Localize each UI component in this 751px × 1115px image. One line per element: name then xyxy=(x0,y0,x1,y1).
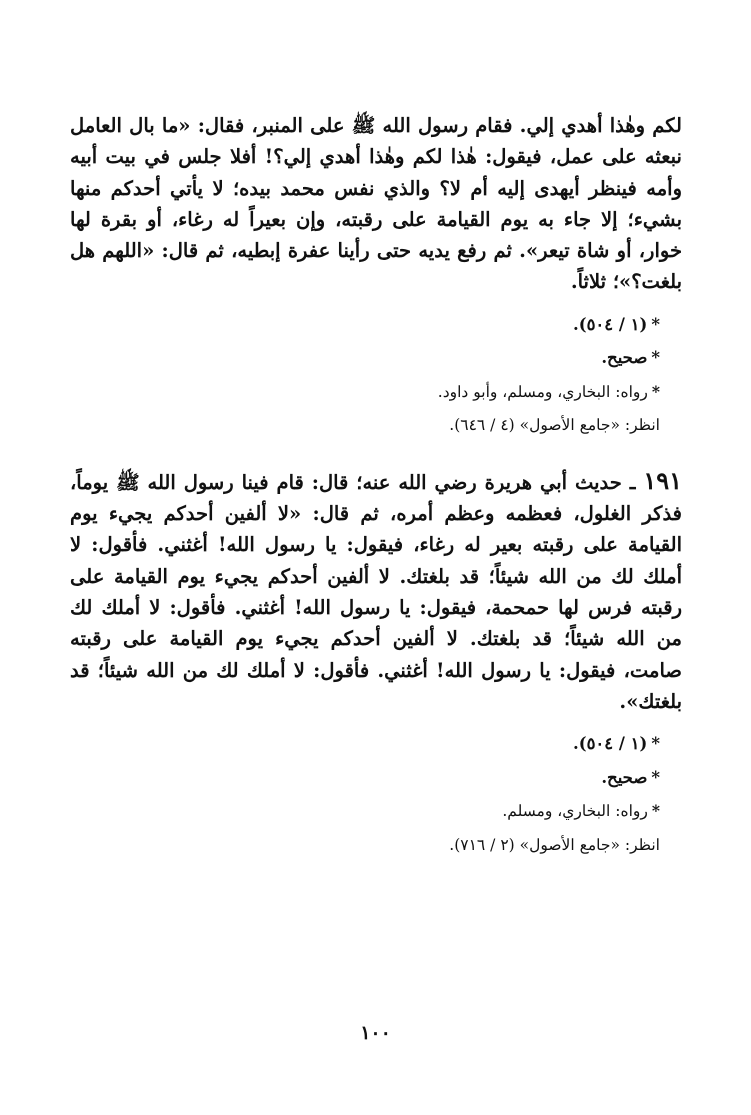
note-see-also: انظر: «جامع الأصول» (٢ / ٧١٦). xyxy=(449,835,660,854)
note-source-ref-text: (١ / ٥٠٤). xyxy=(573,314,648,334)
bullet-star-icon: * xyxy=(651,734,660,754)
page-body xyxy=(70,110,682,862)
bullet-star-icon: * xyxy=(651,801,660,821)
hadith-191 xyxy=(70,465,682,717)
note-source-ref xyxy=(70,308,660,342)
bullet-star-icon: * xyxy=(651,767,660,787)
note-grade-text: صحيح. xyxy=(601,767,648,787)
bullet-star-icon: * xyxy=(651,348,660,368)
hadith-190-continuation: لكم وهٰذا أهدي إلي. فقام رسول الله ﷺ على المنبر، فقال: «ما بال العامل نبعثه على عمل، فيقول: هٰذا لكم وهٰذا أهدي إلي؟! أفلا جلس في بيت أبيه وأمه فينظر أيهدى إليه أم لا؟ والذي نفس محمد بيده؛ لا يأتي أحدكم منها بشيء؛ إلا جاء به يوم القيامة على رقبته، وإن بعيراً له رغاء، أو بقرة لها خوار، أو شاة تيعر». ثم رفع يديه حتى رأينا عفرة إبطيه، ثم قال: «اللهم هل بلغت؟»؛ ثلاثاً. xyxy=(70,114,682,294)
bullet-star-icon: * xyxy=(651,314,660,334)
note-narrators xyxy=(70,375,660,410)
note-source-ref-text: (١ / ٥٠٤). xyxy=(573,734,648,754)
note-narrators-text: رواه: البخاري، ومسلم، وأبو داود. xyxy=(437,382,648,401)
note-grade xyxy=(70,341,660,375)
note-narrators-text: رواه: البخاري، ومسلم. xyxy=(502,802,648,821)
note-source-ref xyxy=(70,727,660,761)
hadith-191-text: ـ حديث أبي هريرة رضي الله عنه؛ قال: قام فينا رسول الله ﷺ يوماً، فذكر الغلول، فعظمه وعظم أمره، ثم قال: «لا ألفين أحدكم يجيء يوم القيامة على رقبته بعير له رغاء، فيقول: يا رسول الله! أغثني. فأقول: لا أملك لك من الله شيئاً؛ قد بلغتك. لا ألفين أحدكم يجيء يوم القيامة على رقبته فرس لها حمحمة، فيقول: يا رسول الله! أغثني. فأقول: لا أملك لك من الله شيئاً؛ قد بلغتك. لا ألفين أحدكم يجيء يوم القيامة على رقبته صامت، فيقول: يا رسول الله! أغثني. فأقول: لا أملك لك من الله شيئاً؛ قد بلغتك». xyxy=(70,470,682,713)
hadith-190-notes xyxy=(70,308,682,443)
bullet-star-icon: * xyxy=(651,381,660,401)
note-see-also: انظر: «جامع الأصول» (٤ / ٦٤٦). xyxy=(449,416,660,435)
hadith-191-notes xyxy=(70,727,682,862)
page-number: ١٠٠ xyxy=(360,1022,391,1044)
hadith-number: ١٩١ xyxy=(643,465,683,495)
note-grade-text: صحيح. xyxy=(601,348,648,368)
note-grade xyxy=(70,761,660,795)
note-narrators xyxy=(70,794,660,829)
